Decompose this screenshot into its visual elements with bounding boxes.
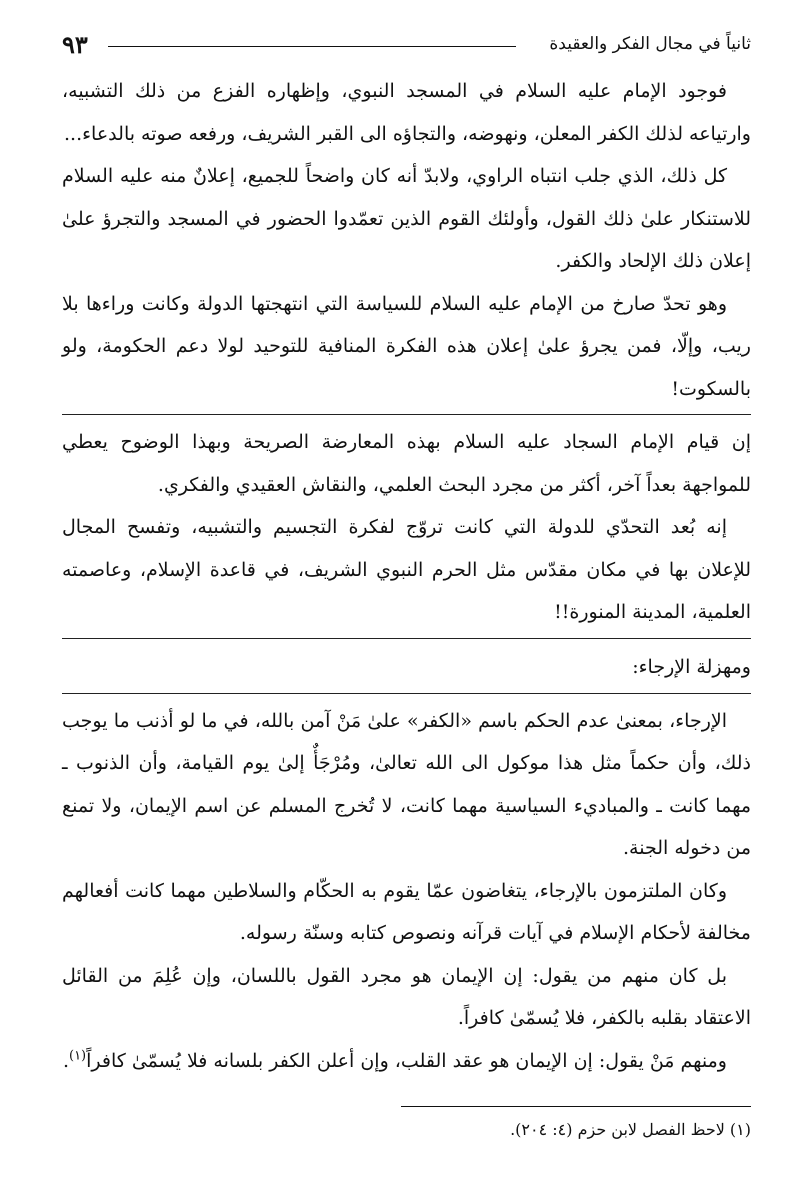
paragraph: إنه بُعد التحدّي للدولة التي كانت تروّج لفكرة التجسيم والتشبيه، وتفسح المجال للإعلان بها في مكان مقدّس مثل الحرم النبوي الشريف، في قاعدة الإسلام، وعاصمته العلمية، المدينة المنورة!! [62, 516, 751, 623]
footnote-rule [401, 1106, 751, 1107]
section-divider [62, 693, 751, 694]
footnote-marker[interactable]: (١) [68, 1048, 87, 1064]
paragraph: الإرجاء، بمعنىٰ عدم الحكم باسم «الكفر» علىٰ مَنْ آمن بالله، في ما لو أذنب ما يوجب ذلك، وأن حكماً مثل هذا موكول الى الله تعالىٰ، ومُرْجَأٌ إلىٰ يوم القيامة، وأن الذنوب ـ مهما كانت ـ والمباديء السياسية مهما كانت، لا تُخرج المسلم عن اسم الإيمان، ولا تمنع من دخوله الجنة. [62, 709, 751, 859]
page-number: ٩٣ [62, 30, 88, 59]
paragraph: إن قيام الإمام السجاد عليه السلام بهذه المعارضة الصريحة وبهذا الوضوح يعطي للمواجهة بعداً آخر، أكثر من مجرد البحث العلمي، والنقاش العقيدي والفكري. [62, 431, 751, 496]
section-divider [62, 414, 751, 415]
last-paragraph: ومنهم مَنْ يقول: إن الإيمان هو عقد القلب، وإن أعلن الكفر بلسانه فلا يُسمّىٰ كافراً$^{(١)}$. [62, 1048, 727, 1072]
page-header [62, 30, 751, 64]
paragraph: كل ذلك، الذي جلب انتباه الراوي، ولابدّ أنه كان واضحاً للجميع، إعلانٌ منه عليه السلام للاستنكار علىٰ ذلك القول، وأولئك القوم الذين تعمّدوا الحضور في المسجد والتجرؤ علىٰ إعلان ذلك الإلحاد والكفر. [62, 165, 751, 272]
body-text [62, 70, 751, 1082]
footnote: (١) لاحظ الفصل لابن حزم (٤: ٢٠٤). [510, 1120, 751, 1139]
paragraph-text: ومنهم مَنْ يقول: إن الإيمان هو عقد القلب، وإن أعلن الكفر بلسانه فلا يُسمّىٰ كافراً [86, 1049, 727, 1072]
paragraph: وكان الملتزمون بالإرجاء، يتغاضون عمّا يقوم به الحكّام والسلاطين مهما كانت أفعالهم مخالفة لأحكام الإسلام في آيات قرآنه ونصوص كتابه وسنّة رسوله. [62, 879, 751, 944]
paragraph: بل كان منهم من يقول: إن الإيمان هو مجرد القول باللسان، وإن عُلِمَ من القائل الاعتقاد بقلبه بالكفر، فلا يُسمّىٰ كافراً. [62, 964, 751, 1029]
header-rule [108, 46, 516, 47]
section-divider [62, 638, 751, 639]
running-title: ثانياً في مجال الفكر والعقيدة [549, 34, 751, 54]
section-heading: ومهزلة الإرجاء: [632, 655, 751, 678]
paragraph: فوجود الإمام عليه السلام في المسجد النبوي، وإظهاره الفزع من ذلك التشبيه، وارتياعه لذلك الكفر المعلن، ونهوضه، والتجاؤه الى القبر الشريف، ورفعه صوته بالدعاء... [62, 80, 751, 145]
paragraph: وهو تحدّ صارخ من الإمام عليه السلام للسياسة التي انتهجتها الدولة وكانت وراءها بلا ريب، وإلّا، فمن يجرؤ علىٰ إعلان هذه الفكرة المنافية للتوحيد لولا دعم الحكومة، ولو بالسكوت! [62, 292, 751, 400]
